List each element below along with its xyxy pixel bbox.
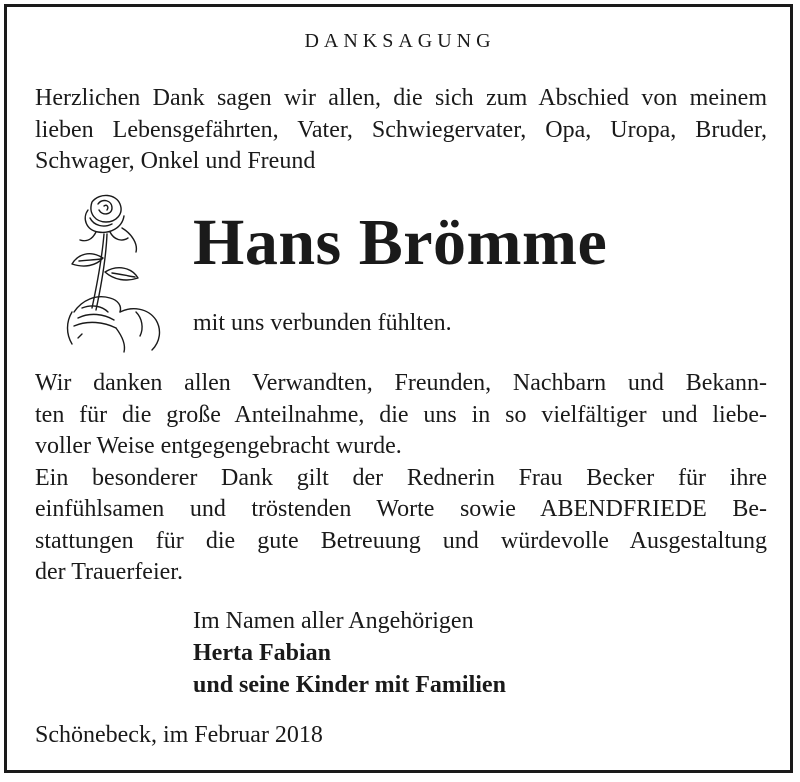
signature-family: und seine Kinder mit Familien	[193, 672, 506, 698]
thanks-line: voller Weise entgegengebracht wurde.	[35, 433, 402, 459]
thanks-line: der Trauerfeier.	[35, 559, 183, 585]
signature-name: Herta Fabian	[193, 640, 331, 666]
thanks-line: Wir danken allen Verwandten, Freunden, Nachbarn und Bekann-	[35, 370, 767, 396]
thanks-paragraph	[35, 368, 767, 589]
thanks-line: Ein besonderer Dank gilt der Rednerin Frau Becker für ihre	[35, 464, 767, 491]
intro-paragraph: Herzlichen Dank sagen wir allen, die sich zum Abschied von meinem lieben Lebensgefährten, Vater, Schwiegervater, Opa, Uropa, Bruder, Schwager, Onkel und Freund	[35, 85, 767, 174]
thanks-line: stattungen für die gute Betreuung und würdevolle Ausgestaltung	[35, 527, 767, 554]
place-and-date: Schönebeck, im Februar 2018	[35, 722, 323, 748]
notice-heading: DANKSAGUNG	[304, 30, 496, 52]
thanks-line: ten für die große Anteilnahme, die uns in so vielfältiger und liebe-	[35, 401, 767, 428]
name-continuation: mit uns verbunden fühlten.	[193, 310, 452, 336]
signature-intro: Im Namen aller Angehörigen	[193, 608, 474, 634]
deceased-name: Hans Brömme	[193, 206, 608, 279]
rose-in-hand-icon	[52, 188, 177, 353]
thanks-line: einfühlsamen und tröstenden Worte sowie ABENDFRIEDE Be-	[35, 496, 767, 522]
